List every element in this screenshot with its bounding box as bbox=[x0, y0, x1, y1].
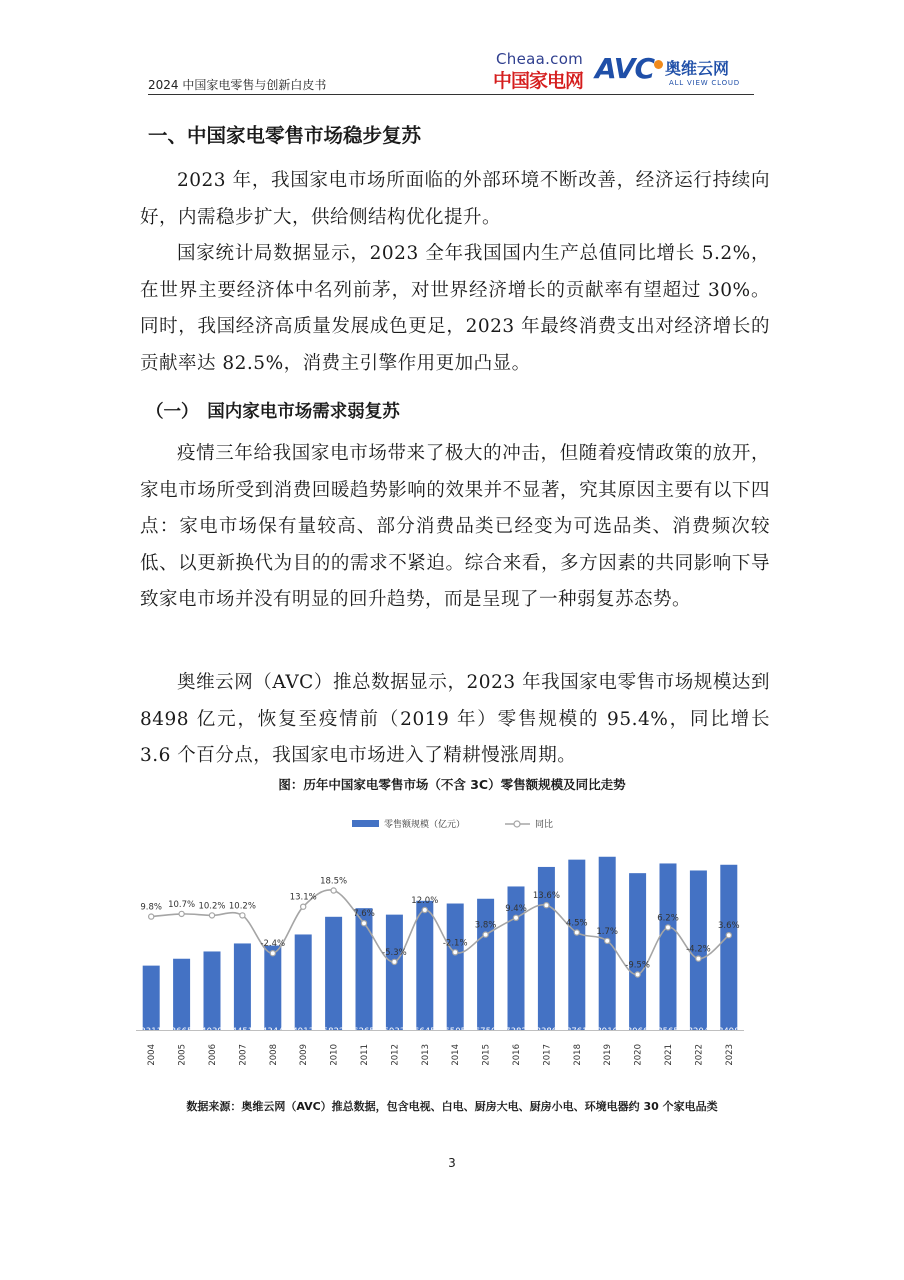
x-tick-label: 2015 bbox=[481, 1044, 492, 1066]
yoy-point bbox=[149, 914, 154, 919]
bar bbox=[447, 904, 464, 1030]
bar-value-label: 8204 bbox=[687, 1027, 710, 1037]
yoy-label: -4.2% bbox=[686, 944, 711, 955]
cheaa-logo-top: Cheaa.com bbox=[496, 50, 584, 68]
header-divider bbox=[148, 94, 754, 95]
x-tick-label: 2010 bbox=[329, 1044, 340, 1066]
x-tick-label: 2019 bbox=[603, 1044, 614, 1066]
bar-value-label: 8910 bbox=[596, 1027, 619, 1037]
x-tick-label: 2023 bbox=[724, 1044, 735, 1066]
yoy-point bbox=[453, 950, 458, 955]
yoy-label: -2.1% bbox=[442, 938, 468, 949]
legend-line-marker bbox=[514, 821, 520, 827]
bar bbox=[356, 908, 373, 1030]
x-tick-label: 2017 bbox=[542, 1044, 553, 1066]
x-tick-label: 2020 bbox=[633, 1044, 644, 1066]
yoy-label: 6.2% bbox=[657, 913, 679, 924]
yoy-label: 13.6% bbox=[532, 891, 560, 902]
x-tick-label: 2011 bbox=[360, 1044, 370, 1066]
bar-value-label: 4451 bbox=[231, 1027, 254, 1037]
yoy-point bbox=[422, 907, 427, 912]
avc-logo-en: ALL VIEW CLOUD bbox=[669, 79, 740, 87]
x-tick-label: 2006 bbox=[208, 1044, 218, 1066]
yoy-label: 10.7% bbox=[168, 899, 196, 910]
x-tick-label: 2007 bbox=[238, 1044, 249, 1066]
cheaa-logo bbox=[493, 50, 588, 90]
bar-value-label: 3665 bbox=[170, 1027, 193, 1037]
yoy-label: 12.0% bbox=[411, 896, 439, 906]
x-tick-label: 2016 bbox=[512, 1044, 522, 1066]
bar-value-label: 7382 bbox=[505, 1027, 527, 1037]
x-tick-label: 2014 bbox=[451, 1044, 462, 1066]
yoy-point bbox=[240, 913, 245, 918]
bar bbox=[264, 946, 281, 1030]
yoy-label: 3.8% bbox=[474, 920, 497, 931]
yoy-point bbox=[301, 904, 306, 909]
paragraph-1: 2023 年，我国家电市场所面临的外部环境不断改善，经济运行持续向好，内需稳步扩大，供给侧结构优化提升。 bbox=[140, 170, 770, 228]
bar bbox=[720, 865, 737, 1030]
yoy-label: 4.5% bbox=[565, 918, 588, 929]
yoy-label: 10.2% bbox=[228, 901, 256, 912]
x-tick-label: 2013 bbox=[420, 1044, 431, 1066]
yoy-label: 3.6% bbox=[717, 921, 740, 932]
bar bbox=[173, 959, 190, 1030]
bar-value-label: 8761 bbox=[565, 1027, 588, 1037]
section-heading: 一、中国家电零售市场稳步复苏 bbox=[148, 124, 422, 147]
bar bbox=[568, 860, 585, 1030]
x-tick-label: 2004 bbox=[147, 1044, 158, 1066]
legend-line-label: 同比 bbox=[535, 820, 554, 830]
yoy-label: -9.5% bbox=[625, 960, 650, 971]
yoy-label: 10.2% bbox=[198, 901, 226, 912]
avc-logo bbox=[595, 52, 755, 92]
paragraph-3: 疫情三年给我国家电市场带来了极大的冲击，但随着疫情政策的放开，家电市场所受到消费回暖趋势影响的效果并不显著，究其原因主要有以下四点：家电市场保有量较高、部分消费品类已经变为可选品类、消费频次较低、以更新换代为目的的需求不紧迫。综合来看，多方因素的共同影响下导致家电市场并没有明显的回升趋势，而是呈现了一种弱复苏态势。 bbox=[140, 443, 770, 610]
bar bbox=[660, 863, 677, 1030]
x-tick-label: 2005 bbox=[177, 1044, 188, 1066]
x-tick-label: 2021 bbox=[664, 1044, 674, 1066]
yoy-point bbox=[483, 932, 488, 937]
chart-source: 数据来源：奥维云网（AVC）推总数据，包含电视、白电、厨房大电、厨房小电、环境电器约 30 个家电品类 bbox=[186, 1100, 718, 1113]
yoy-point bbox=[665, 925, 670, 930]
bar-value-label: 4039 bbox=[201, 1027, 223, 1037]
page-number: 3 bbox=[448, 1156, 456, 1170]
bar bbox=[325, 917, 342, 1030]
bar bbox=[204, 951, 221, 1030]
yoy-label: -2.4% bbox=[260, 939, 286, 950]
legend-bar-swatch bbox=[352, 820, 379, 827]
yoy-point bbox=[605, 938, 610, 943]
avc-logo-mark: AVC bbox=[595, 52, 654, 85]
bar-value-label: 6505 bbox=[444, 1027, 467, 1037]
yoy-label: 18.5% bbox=[320, 876, 348, 887]
bar bbox=[386, 915, 403, 1030]
bar bbox=[629, 873, 646, 1030]
bar bbox=[477, 899, 494, 1030]
yoy-label: -5.3% bbox=[382, 947, 407, 958]
yoy-label: 7.6% bbox=[353, 909, 375, 920]
bar-value-label: 5933 bbox=[383, 1027, 406, 1037]
bar-value-label: 4344 bbox=[261, 1027, 284, 1037]
x-tick-label: 2009 bbox=[299, 1044, 310, 1066]
yoy-point bbox=[361, 921, 366, 926]
x-tick-label: 2018 bbox=[572, 1044, 583, 1066]
yoy-label: 9.8% bbox=[140, 902, 163, 913]
bar bbox=[143, 966, 160, 1030]
yoy-point bbox=[574, 930, 579, 935]
yoy-point bbox=[209, 913, 214, 918]
legend-bar-label: 零售额规模（亿元） bbox=[384, 820, 466, 830]
retail-chart bbox=[120, 808, 780, 1088]
cheaa-logo-bottom: 中国家电网 bbox=[493, 70, 584, 92]
yoy-point bbox=[726, 933, 731, 938]
x-tick-label: 2012 bbox=[390, 1044, 401, 1066]
bar-value-label: 4913 bbox=[292, 1027, 315, 1037]
bar-value-label: 5822 bbox=[322, 1027, 345, 1037]
yoy-point bbox=[392, 959, 397, 964]
yoy-point bbox=[270, 951, 275, 956]
chart-title: 图：历年中国家电零售市场（不含 3C）零售额规模及同比走势 bbox=[278, 777, 626, 792]
bar-value-label: 8386 bbox=[535, 1027, 558, 1037]
yoy-point bbox=[513, 915, 518, 920]
yoy-point bbox=[635, 972, 640, 977]
bar-value-label: 3311 bbox=[140, 1027, 163, 1037]
yoy-label: 9.4% bbox=[505, 903, 527, 914]
bar bbox=[234, 943, 251, 1030]
bar-value-label: 6265 bbox=[353, 1027, 375, 1037]
x-tick-label: 2022 bbox=[694, 1044, 705, 1066]
avc-logo-cn: 奥维云网 bbox=[665, 59, 730, 78]
yoy-point bbox=[179, 911, 184, 916]
page-header bbox=[148, 48, 754, 96]
paragraph-2: 国家统计局数据显示，2023 全年我国国内生产总值同比增长 5.2%，在世界主要经济体中名列前茅，对世界经济增长的贡献率有望超过 30%。同时，我国经济高质量发展成色更足，2023 年最终消费支出对经济增长的贡献率达 82.5%，消费主引擎作用更加凸显。 bbox=[140, 243, 770, 374]
yoy-label: 1.7% bbox=[596, 926, 619, 937]
yoy-label: 13.1% bbox=[289, 892, 317, 903]
paragraph-4: 奥维云网（AVC）推总数据显示，2023 年我国家电零售市场规模达到 8498 亿元，恢复至疫情前（2019 年）零售规模的 95.4%，同比增长 3.6 个百分点，我国家电市场进入了精耕慢涨周期。 bbox=[140, 672, 770, 766]
bar bbox=[416, 901, 433, 1030]
bar-value-label: 6645 bbox=[413, 1027, 436, 1037]
yoy-point bbox=[544, 903, 549, 908]
bar-value-label: 8498 bbox=[717, 1027, 740, 1037]
bar-value-label: 8066 bbox=[626, 1027, 649, 1037]
yoy-point bbox=[696, 956, 701, 961]
bar-value-label: 8565 bbox=[657, 1027, 679, 1037]
bar-value-label: 6750 bbox=[474, 1027, 497, 1037]
bar bbox=[295, 934, 312, 1030]
yoy-point bbox=[331, 888, 336, 893]
x-tick-label: 2008 bbox=[268, 1044, 279, 1066]
header-title: 2024 中国家电零售与创新白皮书 bbox=[148, 78, 327, 92]
subsection-heading: （一） 国内家电市场需求弱复苏 bbox=[146, 402, 400, 422]
avc-logo-dot bbox=[654, 60, 663, 69]
